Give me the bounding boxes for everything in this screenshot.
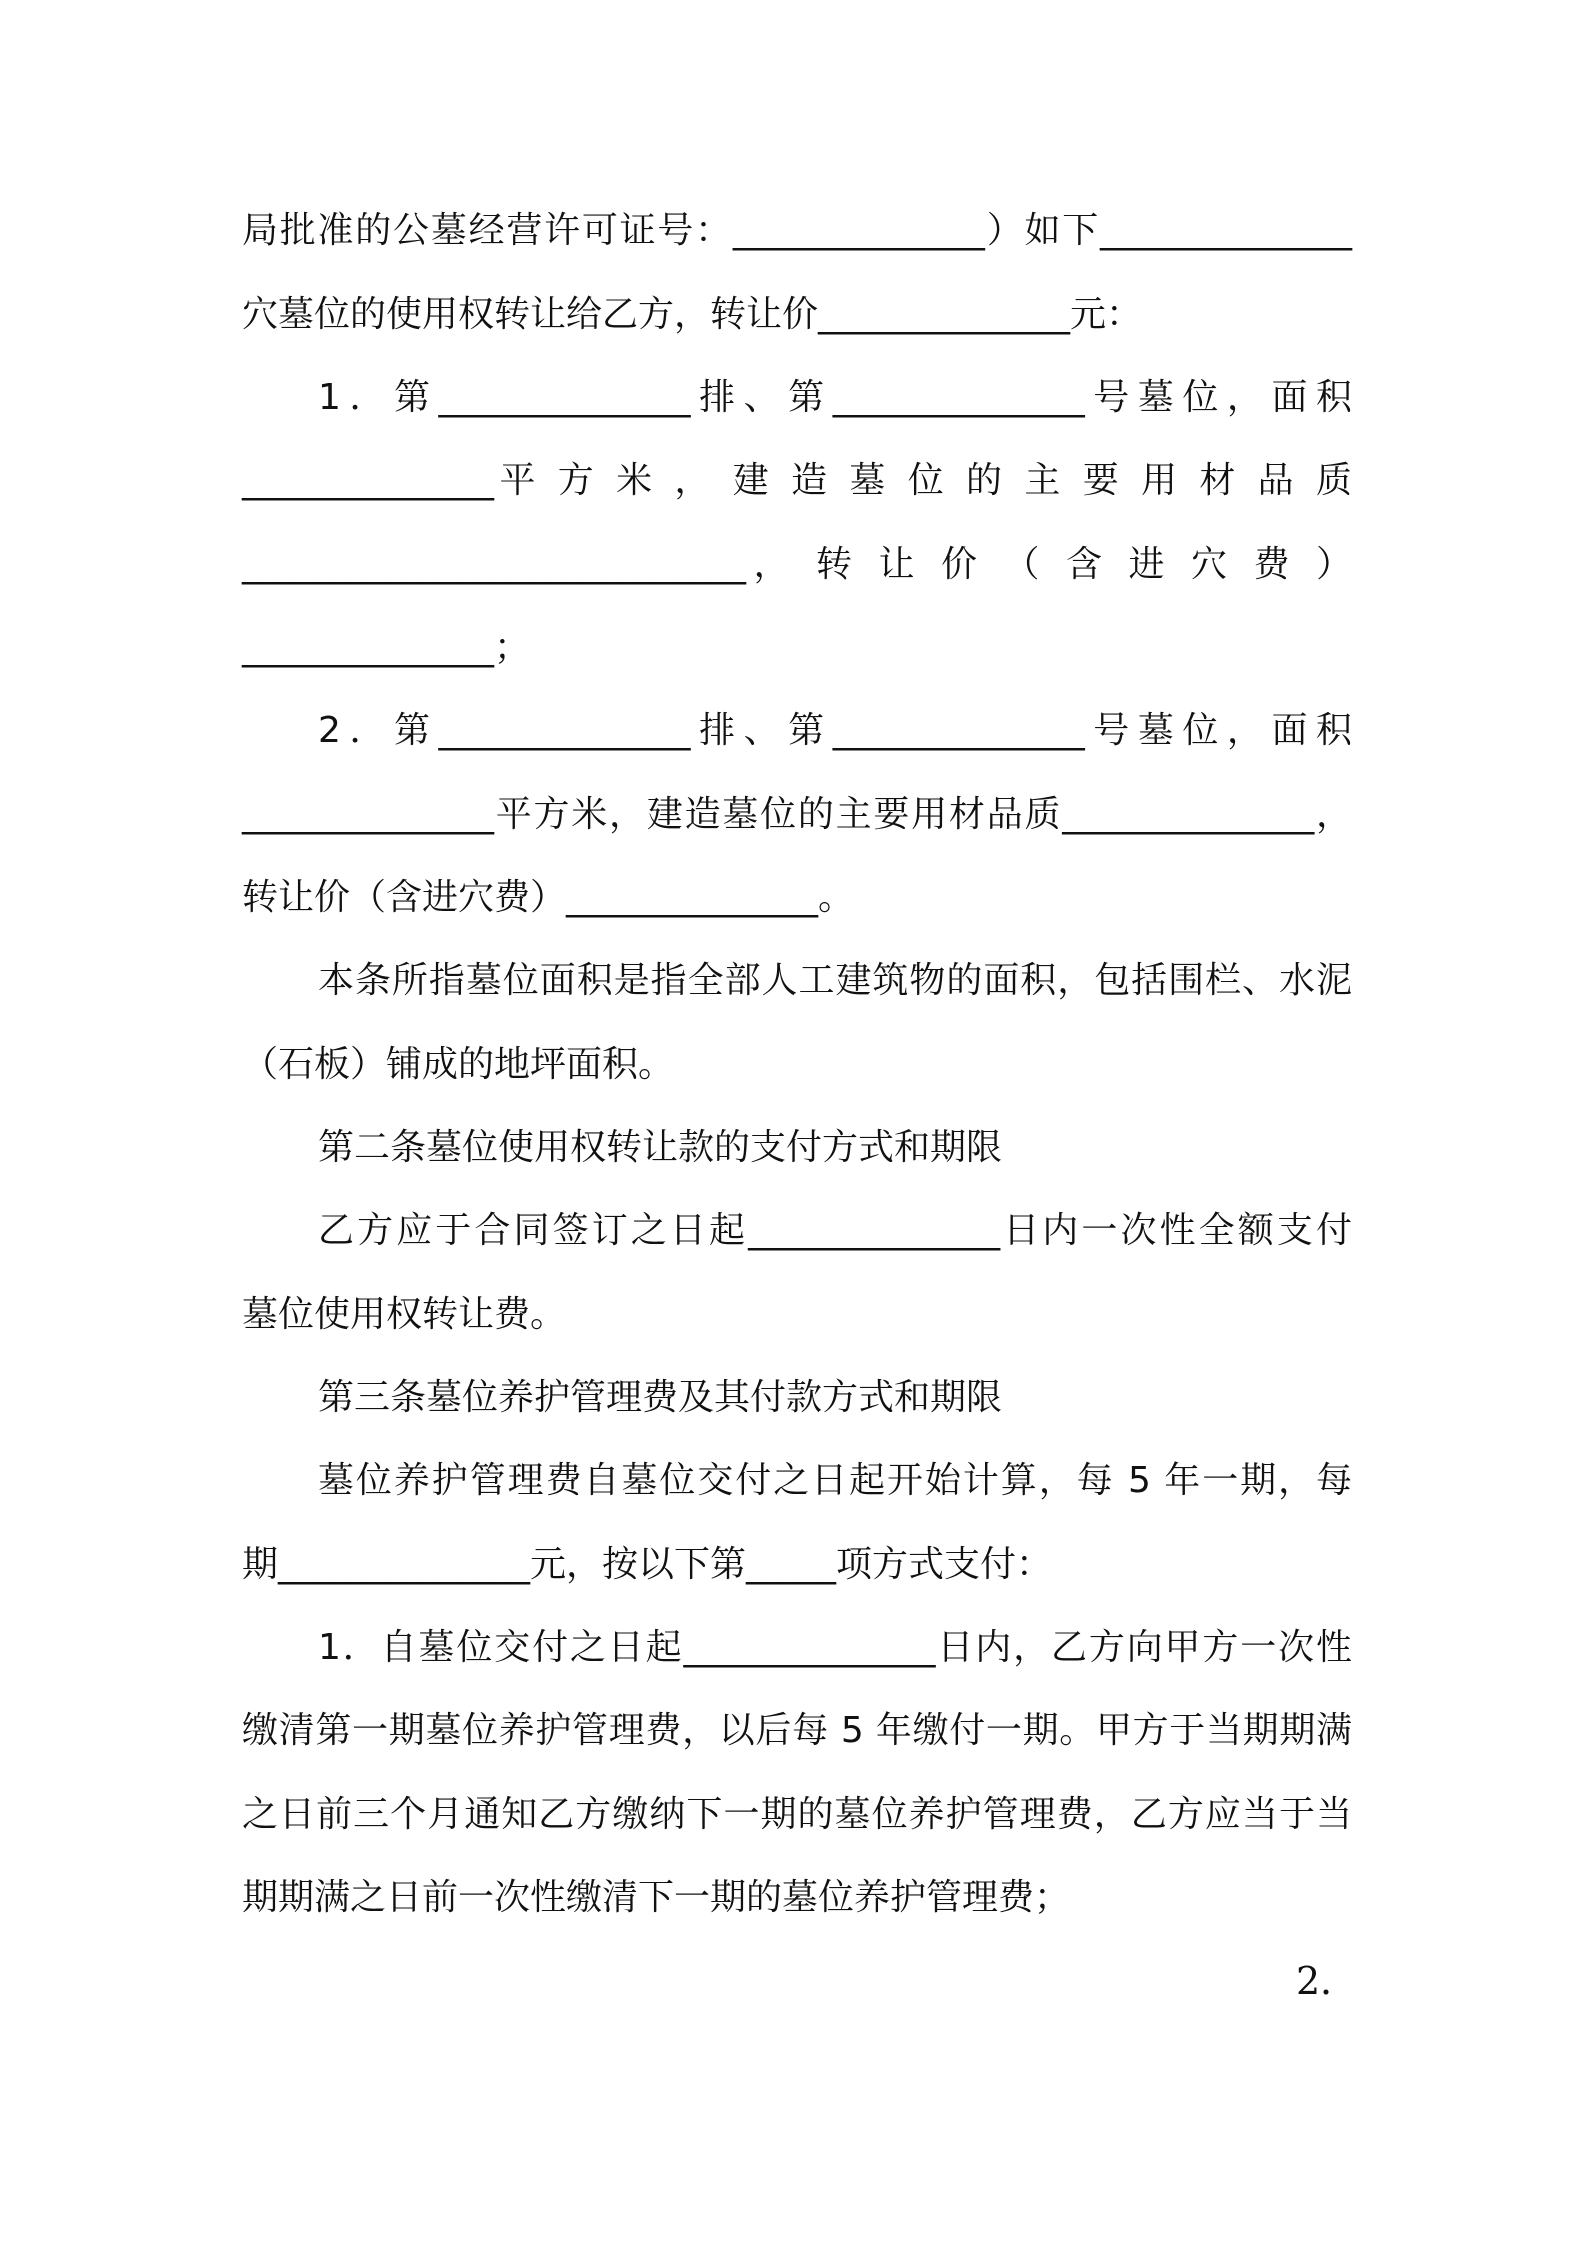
paragraph-line: 之日前三个月通知乙方缴纳下一期的墓位养护管理费，乙方应当于当 — [242, 1794, 1352, 1835]
paragraph-line: 墓位使用权转让费。 — [242, 1294, 567, 1335]
paragraph-line: 本条所指墓位面积是指全部人工建筑物的面积，包括围栏、水泥 — [318, 960, 1352, 1001]
page-number: 2． — [1296, 1959, 1359, 2003]
paragraph-line: ______________平方米，建造墓位的主要用材品质______________， — [242, 794, 1352, 835]
paragraph-line: 1．第______________排、第______________号墓位，面积 — [318, 377, 1352, 418]
section-heading: 第三条墓位养护管理费及其付款方式和期限 — [318, 1377, 1003, 1418]
paragraph-line: 转让价（含进穴费）______________。 — [242, 877, 855, 918]
paragraph-line: 局批准的公墓经营许可证号：______________）如下______________ — [242, 210, 1352, 251]
paragraph-line: 期期满之日前一次性缴清下一期的墓位养护管理费； — [242, 1877, 1071, 1918]
paragraph-line: 期______________元，按以下第_____项方式支付： — [242, 1544, 1053, 1585]
paragraph-line: ____________________________， 转 让 价 （ 含 进 穴 费 ） — [242, 544, 1352, 585]
paragraph-line: 墓位养护管理费自墓位交付之日起开始计算，每 5 年一期，每 — [318, 1460, 1352, 1501]
paragraph-line: ______________； — [242, 627, 530, 668]
paragraph-line: 乙方应于合同签订之日起______________日内一次性全额支付 — [318, 1210, 1352, 1251]
paragraph-line: 穴墓位的使用权转让给乙方，转让价______________元： — [242, 294, 1143, 335]
paragraph-line: （石板）铺成的地坪面积。 — [242, 1044, 675, 1085]
paragraph-line: 2．第______________排、第______________号墓位，面积 — [318, 710, 1352, 751]
paragraph-line: ______________平 方 米 ， 建 造 墓 位 的 主 要 用 材 品 质 — [242, 460, 1352, 501]
paragraph-line: 缴清第一期墓位养护管理费，以后每 5 年缴付一期。甲方于当期期满 — [242, 1710, 1352, 1751]
paragraph-line: 1．自墓位交付之日起______________日内，乙方向甲方一次性 — [318, 1627, 1352, 1668]
section-heading: 第二条墓位使用权转让款的支付方式和期限 — [318, 1127, 1003, 1168]
